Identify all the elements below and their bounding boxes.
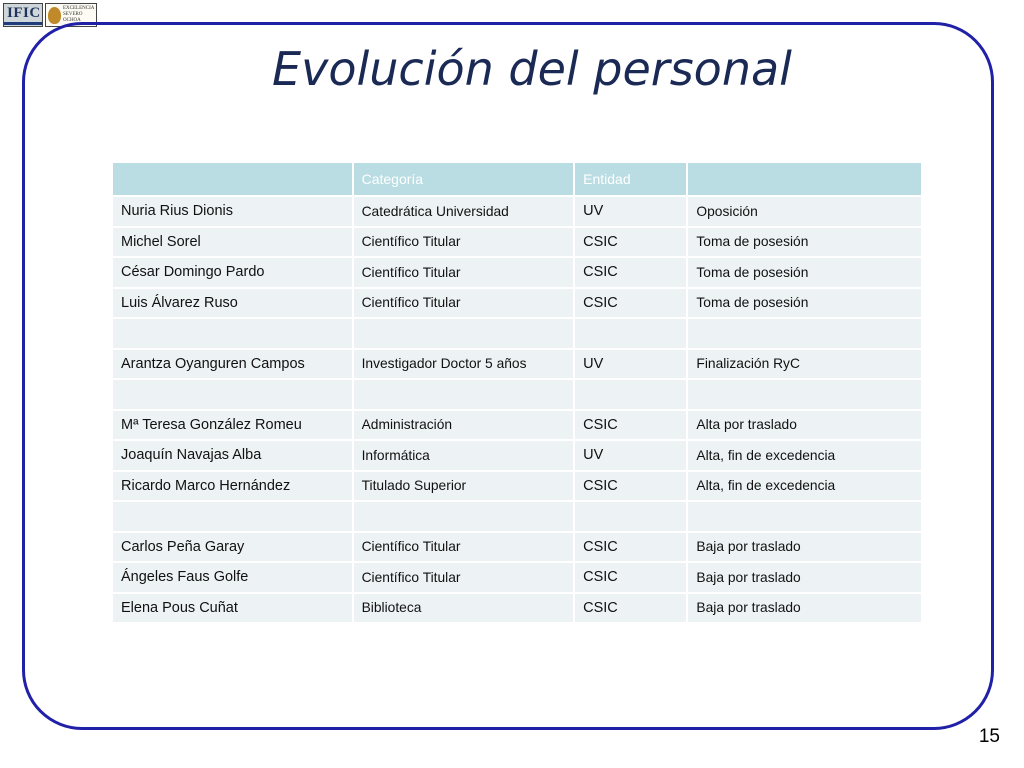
cell-entity: CSIC bbox=[575, 411, 686, 440]
cell-reason: Baja por traslado bbox=[688, 533, 921, 562]
cell-reason: Finalización RyC bbox=[688, 350, 921, 379]
cell-entity: CSIC bbox=[575, 472, 686, 501]
cell-category: Investigador Doctor 5 años bbox=[354, 350, 574, 379]
cell-entity: CSIC bbox=[575, 594, 686, 623]
seal-icon bbox=[48, 7, 61, 24]
cell-category: Administración bbox=[354, 411, 574, 440]
cell-reason bbox=[688, 380, 921, 409]
cell-category: Biblioteca bbox=[354, 594, 574, 623]
cell-name: Mª Teresa González Romeu bbox=[113, 411, 352, 440]
cell-reason: Baja por traslado bbox=[688, 563, 921, 592]
table-row bbox=[113, 350, 921, 379]
cell-category: Científico Titular bbox=[354, 258, 574, 287]
cell-entity bbox=[575, 319, 686, 348]
cell-reason: Toma de posesión bbox=[688, 228, 921, 257]
table-row bbox=[113, 533, 921, 562]
table-row bbox=[113, 228, 921, 257]
cell-entity bbox=[575, 380, 686, 409]
severo-line: EXCELENCIA bbox=[63, 6, 95, 11]
cell-name: César Domingo Pardo bbox=[113, 258, 352, 287]
table-row bbox=[113, 594, 921, 623]
cell-entity: CSIC bbox=[575, 563, 686, 592]
cell-name: Joaquín Navajas Alba bbox=[113, 441, 352, 470]
cell-reason bbox=[688, 502, 921, 531]
cell-name: Luis Álvarez Ruso bbox=[113, 289, 352, 318]
table-row bbox=[113, 258, 921, 287]
header-categoria: Categoría bbox=[354, 163, 574, 195]
cell-category bbox=[354, 502, 574, 531]
cell-category bbox=[354, 380, 574, 409]
cell-category bbox=[354, 319, 574, 348]
table-header-row bbox=[113, 163, 921, 195]
cell-entity bbox=[575, 502, 686, 531]
cell-reason bbox=[688, 319, 921, 348]
header-motivo bbox=[688, 163, 921, 195]
table-row bbox=[113, 472, 921, 501]
cell-name: Michel Sorel bbox=[113, 228, 352, 257]
cell-category: Científico Titular bbox=[354, 533, 574, 562]
cell-name bbox=[113, 502, 352, 531]
table-row-empty bbox=[113, 380, 921, 409]
cell-category: Científico Titular bbox=[354, 228, 574, 257]
ific-logo-text: IFIC bbox=[7, 5, 41, 21]
cell-category: Informática bbox=[354, 441, 574, 470]
table-row bbox=[113, 563, 921, 592]
cell-category: Titulado Superior bbox=[354, 472, 574, 501]
ific-logo-strip bbox=[4, 22, 42, 25]
cell-name bbox=[113, 380, 352, 409]
cell-reason: Alta, fin de excedencia bbox=[688, 441, 921, 470]
table-row bbox=[113, 441, 921, 470]
cell-name: Ángeles Faus Golfe bbox=[113, 563, 352, 592]
cell-entity: CSIC bbox=[575, 533, 686, 562]
cell-name: Ricardo Marco Hernández bbox=[113, 472, 352, 501]
slide-title: Evolución del personal bbox=[272, 42, 792, 96]
cell-name: Elena Pous Cuñat bbox=[113, 594, 352, 623]
staff-table bbox=[111, 161, 923, 624]
cell-reason: Alta, fin de excedencia bbox=[688, 472, 921, 501]
table-row-empty bbox=[113, 502, 921, 531]
cell-reason: Oposición bbox=[688, 197, 921, 226]
cell-entity: UV bbox=[575, 350, 686, 379]
cell-name: Carlos Peña Garay bbox=[113, 533, 352, 562]
page-number: 15 bbox=[978, 726, 1000, 747]
cell-category: Científico Titular bbox=[354, 289, 574, 318]
cell-entity: CSIC bbox=[575, 289, 686, 318]
cell-name: Nuria Rius Dionis bbox=[113, 197, 352, 226]
table-row-empty bbox=[113, 319, 921, 348]
header-name bbox=[113, 163, 352, 195]
severo-line: OCHOA bbox=[63, 18, 81, 23]
cell-category: Científico Titular bbox=[354, 563, 574, 592]
cell-name bbox=[113, 319, 352, 348]
severo-line: SEVERO bbox=[63, 12, 83, 17]
cell-entity: UV bbox=[575, 441, 686, 470]
cell-reason: Baja por traslado bbox=[688, 594, 921, 623]
table-row bbox=[113, 289, 921, 318]
cell-name: Arantza Oyanguren Campos bbox=[113, 350, 352, 379]
header-entidad: Entidad bbox=[575, 163, 686, 195]
table-row bbox=[113, 197, 921, 226]
cell-entity: UV bbox=[575, 197, 686, 226]
ific-logo bbox=[3, 3, 43, 27]
cell-reason: Toma de posesión bbox=[688, 258, 921, 287]
cell-entity: CSIC bbox=[575, 228, 686, 257]
cell-category: Catedrática Universidad bbox=[354, 197, 574, 226]
cell-reason: Toma de posesión bbox=[688, 289, 921, 318]
cell-entity: CSIC bbox=[575, 258, 686, 287]
table-row bbox=[113, 411, 921, 440]
cell-reason: Alta por traslado bbox=[688, 411, 921, 440]
